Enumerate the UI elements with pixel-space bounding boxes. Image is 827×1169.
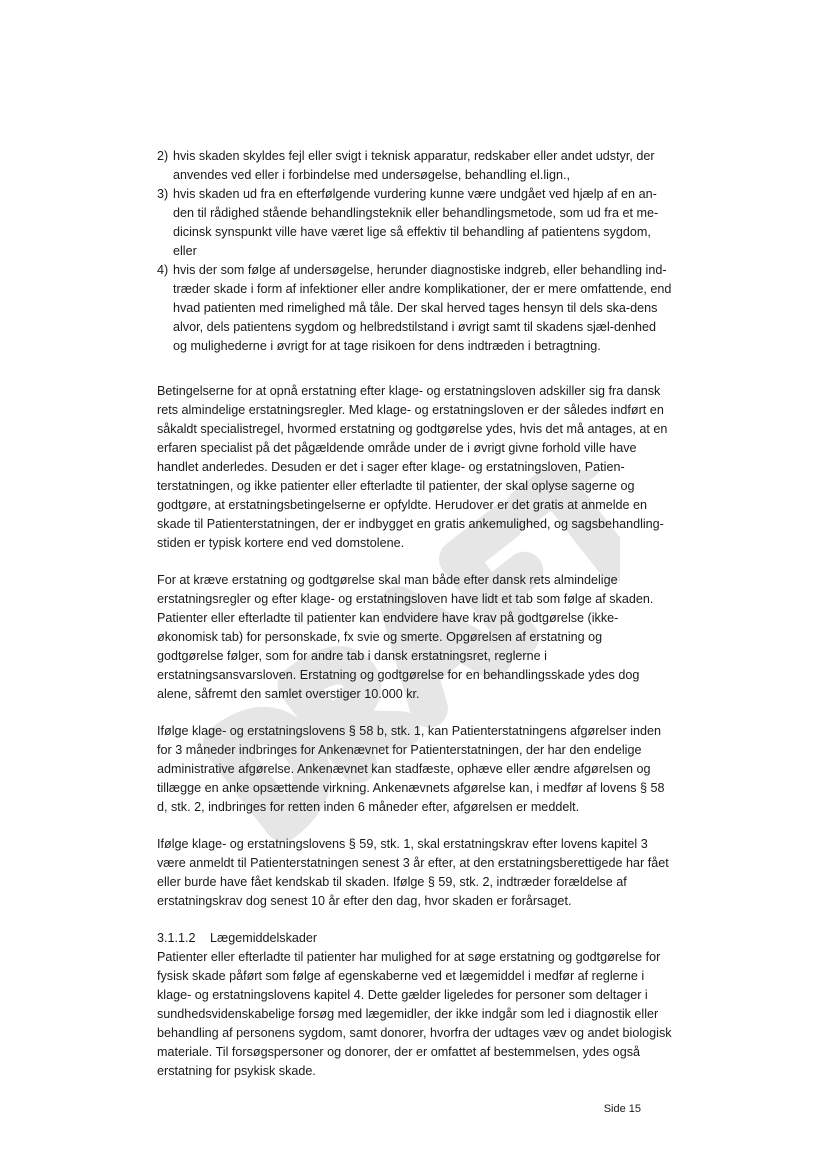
- list-item-number: 4): [157, 263, 169, 277]
- list-item-text: hvis der som følge af undersøgelse, herunder diagnostiske indgreb, eller behandling ind-træder skade i form af infektioner eller andre komplikationer, der er mere omfattende, end hvad patienten med rimelighed må tåle. Der skal herved tages hensyn til dels ska-dens alvor, dels patientens sygdom og helbredstilstand i øvrigt samt til skadens sjæl-denhed og mulighederne i øvrigt for at tage risikoen for dens indtræden i betragtning.: [173, 263, 672, 353]
- main-content: [157, 147, 672, 1081]
- section-number: 3.1.1.2: [157, 931, 196, 945]
- section-body: Patienter eller efterladte til patienter har mulighed for at søge erstatning og godtgørelse for fysisk skade påført som følge af egenskaberne ved et lægemiddel i medfør af reglerne i klage- og erstatningslovens kapitel 4. Dette gælder ligeledes for personer som deltager i sundhedsvidenskabelige forsøg med lægemidler, der ikke indgår som led i diagnostik eller behandling af personens sygdom, samt donorer, hvorfra der udtages væv og andet biologisk materiale. Til forsøgspersoner og donorer, der er omfattet af bestemmelsen, ydes også erstatning for psykisk skade.: [157, 950, 672, 1078]
- page-number: Side 15: [603, 1103, 641, 1115]
- list-item: [157, 185, 672, 261]
- section-title: Lægemiddelskader: [210, 931, 318, 945]
- section-heading: [157, 929, 672, 948]
- paragraph: Ifølge klage- og erstatningslovens § 58 b, stk. 1, kan Patienterstatningens afgørelser inden for 3 måneder indbringes for Ankenævnet for Patienterstatningen, der har den endelige administrative afgørelse. Ankenævnet kan stadfæste, ophæve eller ændre afgørelsen og tillægge en anke opsættende virkning. Ankenævnets afgørelse kan, i medfør af lovens § 58 d, stk. 2, indbringes for retten inden 6 måneder efter, afgørelsen er meddelt.: [157, 724, 665, 814]
- list-item-number: 2): [157, 149, 169, 163]
- list-item-text: hvis skaden skyldes fejl eller svigt i teknisk apparatur, redskaber eller andet udstyr, der anvendes ved eller i forbindelse med undersøgelse, behandling el.lign.,: [173, 149, 655, 182]
- list-item: [157, 147, 672, 185]
- numbered-list: [157, 147, 672, 356]
- paragraph: Ifølge klage- og erstatningslovens § 59, stk. 1, skal erstatningskrav efter lovens kapitel 3 være anmeldt til Patienterstatningen senest 3 år efter, at den erstatningsberettigede har fået eller burde have fået kendskab til skaden. Ifølge § 59, stk. 2, indtræder forældelse af erstatningskrav dog senest 10 år efter den dag, hvor skaden er forårsaget.: [157, 837, 669, 908]
- list-item: [157, 261, 672, 356]
- list-item-text: hvis skaden ud fra en efterfølgende vurdering kunne være undgået ved hjælp af en an-den til rådighed stående behandlingsteknik eller behandlingsmetode, som ud fra et me-dicinsk synspunkt ville have været lige så effektiv til behandling af patientens sygdom, eller: [173, 187, 659, 258]
- list-item-number: 3): [157, 187, 169, 201]
- paragraph: For at kræve erstatning og godtgørelse skal man både efter dansk rets almindelige erstatningsregler og efter klage- og erstatningsloven have lidt et tab som følge af skaden. Patienter eller efterladte til patienter kan endvidere have krav på godtgørelse (ikke-økonomisk tab) for personskade, fx svie og smerte. Opgørelsen af erstatning og godtgørelse følger, som for andre tab i dansk erstatningsret, reglerne i erstatningsansvarsloven. Erstatning og godtgørelse for en behandlingsskade ydes dog alene, såfremt den samlet overstiger 10.000 kr.: [157, 573, 654, 701]
- paragraph: Betingelserne for at opnå erstatning efter klage- og erstatningsloven adskiller sig fra dansk rets almindelige erstatningsregler. Med klage- og erstatningsloven er der således indført en såkaldt specialistregel, hvormed erstatning og godtgørelse ydes, hvis det må antages, at en erfaren specialist på det pågældende område under de i øvrigt givne forhold ville have handlet anderledes. Desuden er det i sager efter klage- og erstatningsloven, Patien-terstatningen, og ikke patienter eller efterladte til patienter, der skal oplyse sagerne og godtgøre, at erstatningsbetingelserne er opfyldte. Herudover er det gratis at anmelde en skade til Patienterstatningen, der er indbygget en gratis ankemulighed, og sagsbehandling-stiden er typisk kortere end ved domstolene.: [157, 384, 668, 550]
